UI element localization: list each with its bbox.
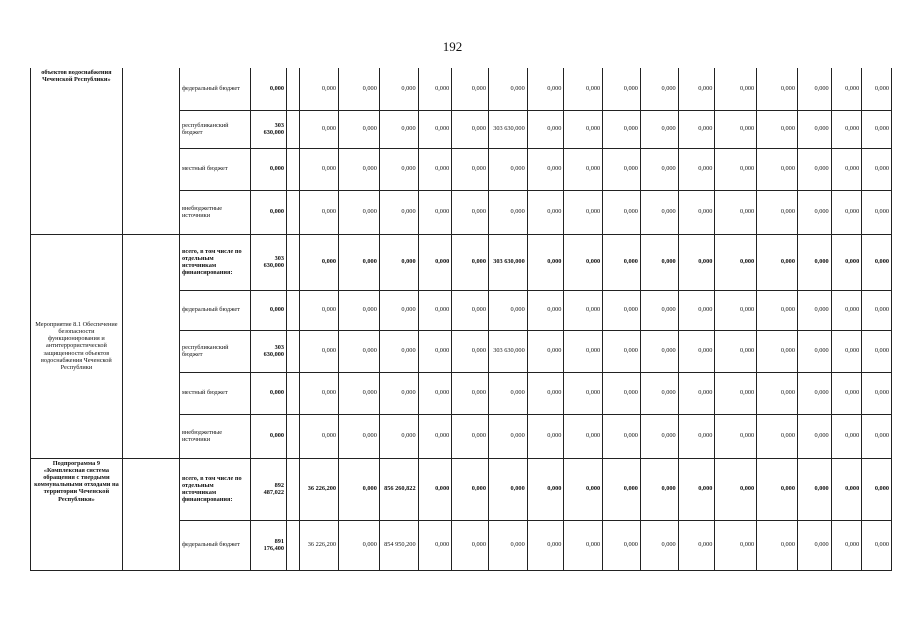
year-value-cell: 0,000	[678, 330, 715, 372]
year-value-cell: 0,000	[564, 110, 603, 148]
year-value-cell: 0,000	[379, 290, 418, 330]
year-value-cell: 0,000	[300, 148, 339, 190]
year-value-cell: 0,000	[379, 190, 418, 234]
year-value-cell: 0,000	[452, 110, 489, 148]
year-value-cell: 0,000	[678, 520, 715, 570]
funding-source-cell: всего, в том числе по отдельным источникам финансирования:	[179, 458, 250, 520]
year-value-cell: 0,000	[418, 148, 452, 190]
year-value-cell: 0,000	[603, 148, 641, 190]
executor-cell	[122, 68, 179, 234]
year-value-cell: 36 226,200	[300, 520, 339, 570]
funding-source-cell: федеральный бюджет	[179, 290, 250, 330]
year-value-cell: 0,000	[797, 520, 831, 570]
year-value-cell: 0,000	[527, 290, 564, 330]
year-value-cell: 0,000	[831, 290, 862, 330]
year-value-cell: 0,000	[418, 330, 452, 372]
year-value-cell: 0,000	[757, 372, 798, 414]
year-value-cell: 0,000	[339, 458, 380, 520]
year-value-cell: 0,000	[715, 234, 757, 290]
year-value-cell: 0,000	[831, 234, 862, 290]
year-value-cell: 0,000	[757, 148, 798, 190]
table-row	[31, 234, 892, 290]
year-value-cell: 0,000	[527, 520, 564, 570]
year-value-cell: 0,000	[527, 458, 564, 520]
funding-source-cell: внебюджетные источники	[179, 190, 250, 234]
year-value-cell: 0,000	[418, 190, 452, 234]
year-value-cell: 0,000	[757, 520, 798, 570]
total-cell: 0,000	[251, 414, 287, 458]
page-number: 192	[442, 39, 463, 54]
program-name-cell: Подпрограмма 9 «Комплексная система обращения с твердыми коммунальными отходами на территории Чеченской Республики»	[31, 458, 123, 570]
year-value-cell: 0,000	[488, 372, 527, 414]
total-cell: 0,000	[251, 68, 287, 110]
funding-source-cell: республиканский бюджет	[179, 110, 250, 148]
year-value-cell: 0,000	[831, 372, 862, 414]
funding-source-cell: всего, в том числе по отдельным источникам финансирования:	[179, 234, 250, 290]
year-value-cell: 0,000	[603, 290, 641, 330]
year-value-cell: 0,000	[379, 330, 418, 372]
total-cell: 303 630,000	[251, 330, 287, 372]
year-value-cell: 0,000	[715, 520, 757, 570]
year-value-cell: 0,000	[488, 148, 527, 190]
spacer-cell	[287, 414, 300, 458]
year-value-cell: 0,000	[831, 148, 862, 190]
year-value-cell: 0,000	[862, 414, 892, 458]
year-value-cell: 0,000	[339, 110, 380, 148]
year-value-cell: 0,000	[715, 414, 757, 458]
funding-source-cell: внебюджетные источники	[179, 414, 250, 458]
year-value-cell: 0,000	[452, 520, 489, 570]
year-value-cell: 0,000	[603, 458, 641, 520]
year-value-cell: 0,000	[300, 234, 339, 290]
year-value-cell: 0,000	[797, 110, 831, 148]
year-value-cell: 0,000	[452, 458, 489, 520]
year-value-cell: 0,000	[678, 290, 715, 330]
funding-source-cell: федеральный бюджет	[179, 520, 250, 570]
year-value-cell: 0,000	[488, 68, 527, 110]
year-value-cell: 0,000	[862, 520, 892, 570]
year-value-cell: 0,000	[640, 190, 678, 234]
year-value-cell: 0,000	[797, 290, 831, 330]
total-cell: 0,000	[251, 190, 287, 234]
year-value-cell: 0,000	[527, 190, 564, 234]
funding-source-cell: местный бюджет	[179, 372, 250, 414]
year-value-cell: 0,000	[339, 330, 380, 372]
spacer-cell	[287, 190, 300, 234]
year-value-cell: 0,000	[488, 458, 527, 520]
year-value-cell: 0,000	[564, 190, 603, 234]
table-row	[31, 458, 892, 520]
year-value-cell: 0,000	[339, 190, 380, 234]
year-value-cell: 0,000	[715, 190, 757, 234]
year-value-cell: 0,000	[603, 190, 641, 234]
year-value-cell: 0,000	[300, 414, 339, 458]
year-value-cell: 0,000	[862, 68, 892, 110]
year-value-cell: 0,000	[678, 458, 715, 520]
year-value-cell: 0,000	[452, 148, 489, 190]
year-value-cell: 0,000	[831, 330, 862, 372]
total-cell: 303 630,000	[251, 234, 287, 290]
year-value-cell: 0,000	[379, 234, 418, 290]
year-value-cell: 0,000	[678, 414, 715, 458]
year-value-cell: 0,000	[640, 110, 678, 148]
total-cell: 0,000	[251, 148, 287, 190]
year-value-cell: 0,000	[564, 234, 603, 290]
year-value-cell: 0,000	[640, 372, 678, 414]
year-value-cell: 0,000	[564, 520, 603, 570]
funding-source-cell: федеральный бюджет	[179, 68, 250, 110]
program-name-cell: объектов водоснабжения Чеченской Республики»	[31, 68, 123, 234]
year-value-cell: 0,000	[339, 68, 380, 110]
year-value-cell: 0,000	[862, 234, 892, 290]
year-value-cell: 0,000	[640, 148, 678, 190]
year-value-cell: 303 630,000	[488, 110, 527, 148]
year-value-cell: 0,000	[339, 148, 380, 190]
year-value-cell: 0,000	[862, 110, 892, 148]
year-value-cell: 0,000	[452, 372, 489, 414]
year-value-cell: 0,000	[339, 372, 380, 414]
year-value-cell: 0,000	[564, 458, 603, 520]
year-value-cell: 0,000	[757, 330, 798, 372]
year-value-cell: 0,000	[862, 372, 892, 414]
year-value-cell: 0,000	[452, 68, 489, 110]
year-value-cell: 0,000	[715, 110, 757, 148]
year-value-cell: 0,000	[488, 520, 527, 570]
year-value-cell: 0,000	[564, 330, 603, 372]
year-value-cell: 0,000	[797, 234, 831, 290]
year-value-cell: 0,000	[715, 372, 757, 414]
year-value-cell: 303 630,000	[488, 330, 527, 372]
year-value-cell: 0,000	[452, 234, 489, 290]
executor-cell	[122, 458, 179, 570]
year-value-cell: 0,000	[379, 372, 418, 414]
year-value-cell: 0,000	[339, 290, 380, 330]
year-value-cell: 0,000	[678, 148, 715, 190]
year-value-cell: 0,000	[418, 520, 452, 570]
year-value-cell: 0,000	[418, 234, 452, 290]
year-value-cell: 0,000	[452, 290, 489, 330]
year-value-cell: 0,000	[757, 190, 798, 234]
year-value-cell: 0,000	[527, 148, 564, 190]
executor-cell	[122, 234, 179, 458]
year-value-cell: 0,000	[862, 330, 892, 372]
year-value-cell: 0,000	[527, 372, 564, 414]
year-value-cell: 0,000	[418, 290, 452, 330]
year-value-cell: 0,000	[379, 414, 418, 458]
year-value-cell: 0,000	[603, 68, 641, 110]
year-value-cell: 0,000	[488, 190, 527, 234]
year-value-cell: 0,000	[564, 414, 603, 458]
year-value-cell: 0,000	[603, 110, 641, 148]
year-value-cell: 0,000	[678, 234, 715, 290]
funding-source-cell: республиканский бюджет	[179, 330, 250, 372]
year-value-cell: 0,000	[715, 290, 757, 330]
year-value-cell: 0,000	[757, 290, 798, 330]
year-value-cell: 0,000	[831, 190, 862, 234]
year-value-cell: 0,000	[527, 234, 564, 290]
total-cell: 891 176,400	[251, 520, 287, 570]
spacer-cell	[287, 372, 300, 414]
year-value-cell: 0,000	[715, 458, 757, 520]
year-value-cell: 0,000	[640, 458, 678, 520]
year-value-cell: 0,000	[379, 148, 418, 190]
year-value-cell: 0,000	[300, 330, 339, 372]
spacer-cell	[287, 520, 300, 570]
year-value-cell: 0,000	[831, 110, 862, 148]
year-value-cell: 0,000	[418, 372, 452, 414]
year-value-cell: 0,000	[797, 68, 831, 110]
year-value-cell: 0,000	[757, 234, 798, 290]
year-value-cell: 0,000	[797, 414, 831, 458]
year-value-cell: 0,000	[300, 110, 339, 148]
total-cell: 892 487,022	[251, 458, 287, 520]
year-value-cell: 0,000	[603, 330, 641, 372]
year-value-cell: 0,000	[452, 190, 489, 234]
year-value-cell: 0,000	[603, 520, 641, 570]
year-value-cell: 0,000	[640, 234, 678, 290]
year-value-cell: 0,000	[564, 68, 603, 110]
year-value-cell: 0,000	[603, 234, 641, 290]
year-value-cell: 0,000	[418, 458, 452, 520]
year-value-cell: 0,000	[797, 190, 831, 234]
year-value-cell: 0,000	[339, 520, 380, 570]
year-value-cell: 856 260,822	[379, 458, 418, 520]
year-value-cell: 0,000	[527, 110, 564, 148]
year-value-cell: 0,000	[862, 190, 892, 234]
year-value-cell: 0,000	[797, 148, 831, 190]
year-value-cell: 0,000	[527, 68, 564, 110]
spacer-cell	[287, 458, 300, 520]
year-value-cell: 36 226,200	[300, 458, 339, 520]
year-value-cell: 0,000	[797, 330, 831, 372]
total-cell: 303 630,000	[251, 110, 287, 148]
year-value-cell: 303 630,000	[488, 234, 527, 290]
year-value-cell: 0,000	[300, 190, 339, 234]
year-value-cell: 0,000	[831, 414, 862, 458]
year-value-cell: 0,000	[452, 330, 489, 372]
spacer-cell	[287, 330, 300, 372]
year-value-cell: 0,000	[488, 414, 527, 458]
program-name-cell: Мероприятие 8.1 Обеспечение безопасности функционирования и антитеррористической защищенности объектов водоснабжения Чеченской Республики	[31, 234, 123, 458]
year-value-cell: 0,000	[678, 372, 715, 414]
year-value-cell: 0,000	[300, 372, 339, 414]
year-value-cell: 0,000	[757, 110, 798, 148]
year-value-cell: 0,000	[452, 414, 489, 458]
funding-source-cell: местный бюджет	[179, 148, 250, 190]
year-value-cell: 0,000	[715, 148, 757, 190]
spacer-cell	[287, 148, 300, 190]
year-value-cell: 0,000	[379, 110, 418, 148]
year-value-cell: 0,000	[300, 290, 339, 330]
year-value-cell: 0,000	[640, 68, 678, 110]
year-value-cell: 0,000	[831, 458, 862, 520]
year-value-cell: 0,000	[488, 290, 527, 330]
year-value-cell: 0,000	[603, 414, 641, 458]
year-value-cell: 0,000	[640, 520, 678, 570]
year-value-cell: 0,000	[831, 68, 862, 110]
year-value-cell: 0,000	[640, 290, 678, 330]
spacer-cell	[287, 234, 300, 290]
year-value-cell: 0,000	[640, 414, 678, 458]
year-value-cell: 0,000	[418, 68, 452, 110]
year-value-cell: 0,000	[831, 520, 862, 570]
year-value-cell: 0,000	[862, 148, 892, 190]
year-value-cell: 0,000	[379, 68, 418, 110]
year-value-cell: 0,000	[862, 290, 892, 330]
year-value-cell: 0,000	[757, 68, 798, 110]
year-value-cell: 0,000	[418, 110, 452, 148]
spacer-cell	[287, 290, 300, 330]
total-cell: 0,000	[251, 290, 287, 330]
year-value-cell: 0,000	[527, 414, 564, 458]
year-value-cell: 0,000	[678, 190, 715, 234]
year-value-cell: 0,000	[564, 372, 603, 414]
year-value-cell: 0,000	[757, 414, 798, 458]
year-value-cell: 854 950,200	[379, 520, 418, 570]
year-value-cell: 0,000	[797, 458, 831, 520]
year-value-cell: 0,000	[300, 68, 339, 110]
year-value-cell: 0,000	[715, 68, 757, 110]
year-value-cell: 0,000	[418, 414, 452, 458]
year-value-cell: 0,000	[339, 234, 380, 290]
year-value-cell: 0,000	[564, 148, 603, 190]
total-cell: 0,000	[251, 372, 287, 414]
year-value-cell: 0,000	[797, 372, 831, 414]
year-value-cell: 0,000	[640, 330, 678, 372]
year-value-cell: 0,000	[715, 330, 757, 372]
year-value-cell: 0,000	[862, 458, 892, 520]
year-value-cell: 0,000	[339, 414, 380, 458]
year-value-cell: 0,000	[564, 290, 603, 330]
year-value-cell: 0,000	[678, 110, 715, 148]
year-value-cell: 0,000	[527, 330, 564, 372]
year-value-cell: 0,000	[603, 372, 641, 414]
year-value-cell: 0,000	[757, 458, 798, 520]
spacer-cell	[287, 110, 300, 148]
budget-table	[30, 68, 892, 571]
table-row	[31, 68, 892, 110]
year-value-cell: 0,000	[678, 68, 715, 110]
spacer-cell	[287, 68, 300, 110]
